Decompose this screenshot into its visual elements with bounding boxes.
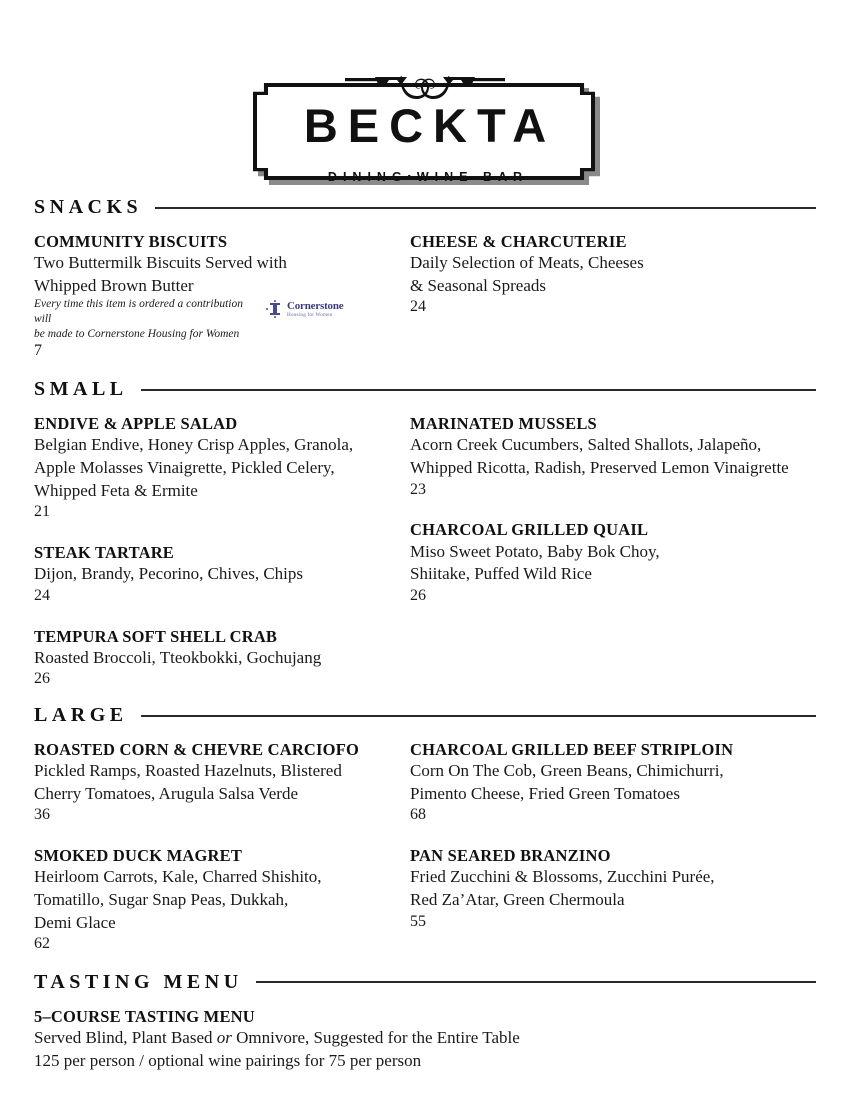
tasting-desc-emphasis: or	[216, 1028, 232, 1048]
item-price: 23	[410, 480, 426, 498]
item-name: CHEESE & CHARCUTERIE	[410, 232, 627, 251]
column-left	[34, 739, 410, 955]
cornerstone-tagline: Housing for Women	[287, 311, 333, 318]
section-divider	[155, 207, 816, 209]
tagline-dining: DINING	[327, 170, 408, 184]
column-left	[34, 413, 410, 690]
section-columns	[34, 739, 816, 955]
item-description: Pickled Ramps, Roasted Hazelnuts, Blistered Cherry Tomatoes, Arugula Salsa Verde	[34, 761, 342, 803]
section-title-tasting: TASTING MENU	[34, 970, 243, 993]
section-title-large: LARGE	[34, 704, 128, 727]
tagline-wine-bar: WINE BAR	[416, 170, 529, 184]
menu-item	[410, 413, 816, 500]
tagline-bullet-icon: ▪	[407, 171, 417, 181]
menu-item	[34, 542, 410, 607]
item-description: Corn On The Cob, Green Beans, Chimichurri, Pimento Cheese, Fried Green Tomatoes	[410, 761, 724, 803]
item-description: Dijon, Brandy, Pecorino, Chives, Chips	[34, 564, 303, 584]
menu-item	[34, 739, 410, 826]
item-description: Roasted Broccoli, Tteokbokki, Gochujang	[34, 647, 322, 667]
section-divider	[256, 981, 816, 983]
item-price: 26	[410, 586, 426, 604]
column-right	[410, 739, 816, 932]
item-name: COMMUNITY BISCUITS	[34, 232, 228, 251]
item-name: SMOKED DUCK MAGRET	[34, 846, 243, 866]
item-price: 55	[410, 912, 426, 930]
section-small	[34, 378, 816, 690]
menu-body	[34, 196, 816, 1072]
section-title-snacks: SNACKS	[34, 196, 143, 218]
item-description: Two Buttermilk Biscuits Served with Whipped Brown Butter	[34, 253, 287, 295]
tasting-menu-item	[34, 1006, 816, 1072]
item-name: ENDIVE & APPLE SALAD	[34, 414, 238, 434]
tasting-desc-part2: Omnivore, Suggested for the Entire Table	[231, 1028, 520, 1048]
tasting-description	[34, 1027, 816, 1050]
column-left	[34, 231, 410, 362]
column-right	[410, 413, 816, 606]
cornerstone-mark-icon	[265, 299, 285, 319]
brand-tagline	[249, 170, 601, 184]
item-charity-note: Every time this item is ordered a contribution will be made to Cornerstone Housing for Women	[34, 298, 243, 340]
menu-item	[34, 413, 410, 523]
column-right	[410, 231, 816, 318]
art-deco-flourish-icon	[345, 58, 505, 104]
cornerstone-text	[287, 301, 343, 318]
section-columns	[34, 231, 816, 362]
item-name: 5–COURSE TASTING MENU	[34, 1006, 255, 1026]
item-name: MARINATED MUSSELS	[410, 414, 597, 434]
section-divider	[141, 389, 816, 391]
item-name: PAN SEARED BRANZINO	[410, 846, 611, 866]
section-header-small	[34, 378, 816, 401]
item-name: TEMPURA SOFT SHELL CRAB	[34, 626, 278, 646]
section-large	[34, 704, 816, 955]
section-snacks	[34, 196, 816, 362]
section-header-tasting	[34, 971, 816, 994]
item-price: 21	[34, 503, 50, 521]
item-description: Fried Zucchini & Blossoms, Zucchini Purée, Red Za’Atar, Green Chermoula	[410, 867, 715, 909]
item-price: 24	[410, 298, 426, 316]
item-price: 7	[34, 342, 42, 360]
item-description: Heirloom Carrots, Kale, Charred Shishito, Tomatillo, Sugar Snap Peas, Dukkah, Demi Glace	[34, 867, 322, 932]
menu-item	[410, 519, 816, 606]
logo-frame-wrap	[249, 58, 601, 186]
item-name: CHARCOAL GRILLED BEEF STRIPLOIN	[410, 740, 734, 760]
brand-name: BECKTA	[303, 99, 557, 152]
menu-item	[34, 231, 410, 362]
menu-item	[410, 739, 816, 826]
section-title-small: SMALL	[34, 378, 128, 401]
menu-item	[410, 231, 816, 318]
item-note-row	[34, 297, 410, 341]
item-description: Daily Selection of Meats, Cheeses & Seasonal Spreads	[410, 253, 644, 295]
item-description: Belgian Endive, Honey Crisp Apples, Granola, Apple Molasses Vinaigrette, Pickled Celery, Whipped Feta & Ermite	[34, 435, 354, 500]
tasting-desc-part1: Served Blind, Plant Based	[34, 1028, 217, 1048]
item-name: CHARCOAL GRILLED QUAIL	[410, 520, 649, 540]
section-tasting-menu	[34, 971, 816, 1072]
item-name: STEAK TARTARE	[34, 543, 175, 563]
section-header-snacks	[34, 196, 816, 219]
item-price: 24	[34, 586, 50, 604]
tasting-pricing: 125 per person / optional wine pairings for 75 per person	[34, 1050, 422, 1070]
item-description: Miso Sweet Potato, Baby Bok Choy, Shiitake, Puffed Wild Rice	[410, 541, 660, 584]
item-price: 62	[34, 935, 50, 953]
cornerstone-partner-logo	[265, 299, 343, 319]
item-description: Acorn Creek Cucumbers, Salted Shallots, Jalapeño, Whipped Ricotta, Radish, Preserved Lemon Vinaigrette	[410, 435, 789, 477]
section-header-large	[34, 704, 816, 727]
menu-item	[34, 845, 410, 955]
menu-item	[410, 845, 816, 932]
item-price: 36	[34, 806, 50, 824]
item-price: 26	[34, 670, 50, 688]
item-price: 68	[410, 806, 426, 824]
section-columns	[34, 413, 816, 690]
restaurant-logo	[0, 58, 850, 186]
item-name: ROASTED CORN & CHEVRE CARCIOFO	[34, 740, 360, 760]
cornerstone-name: Cornerstone	[287, 299, 344, 312]
section-divider	[141, 715, 816, 717]
menu-item	[34, 626, 410, 691]
